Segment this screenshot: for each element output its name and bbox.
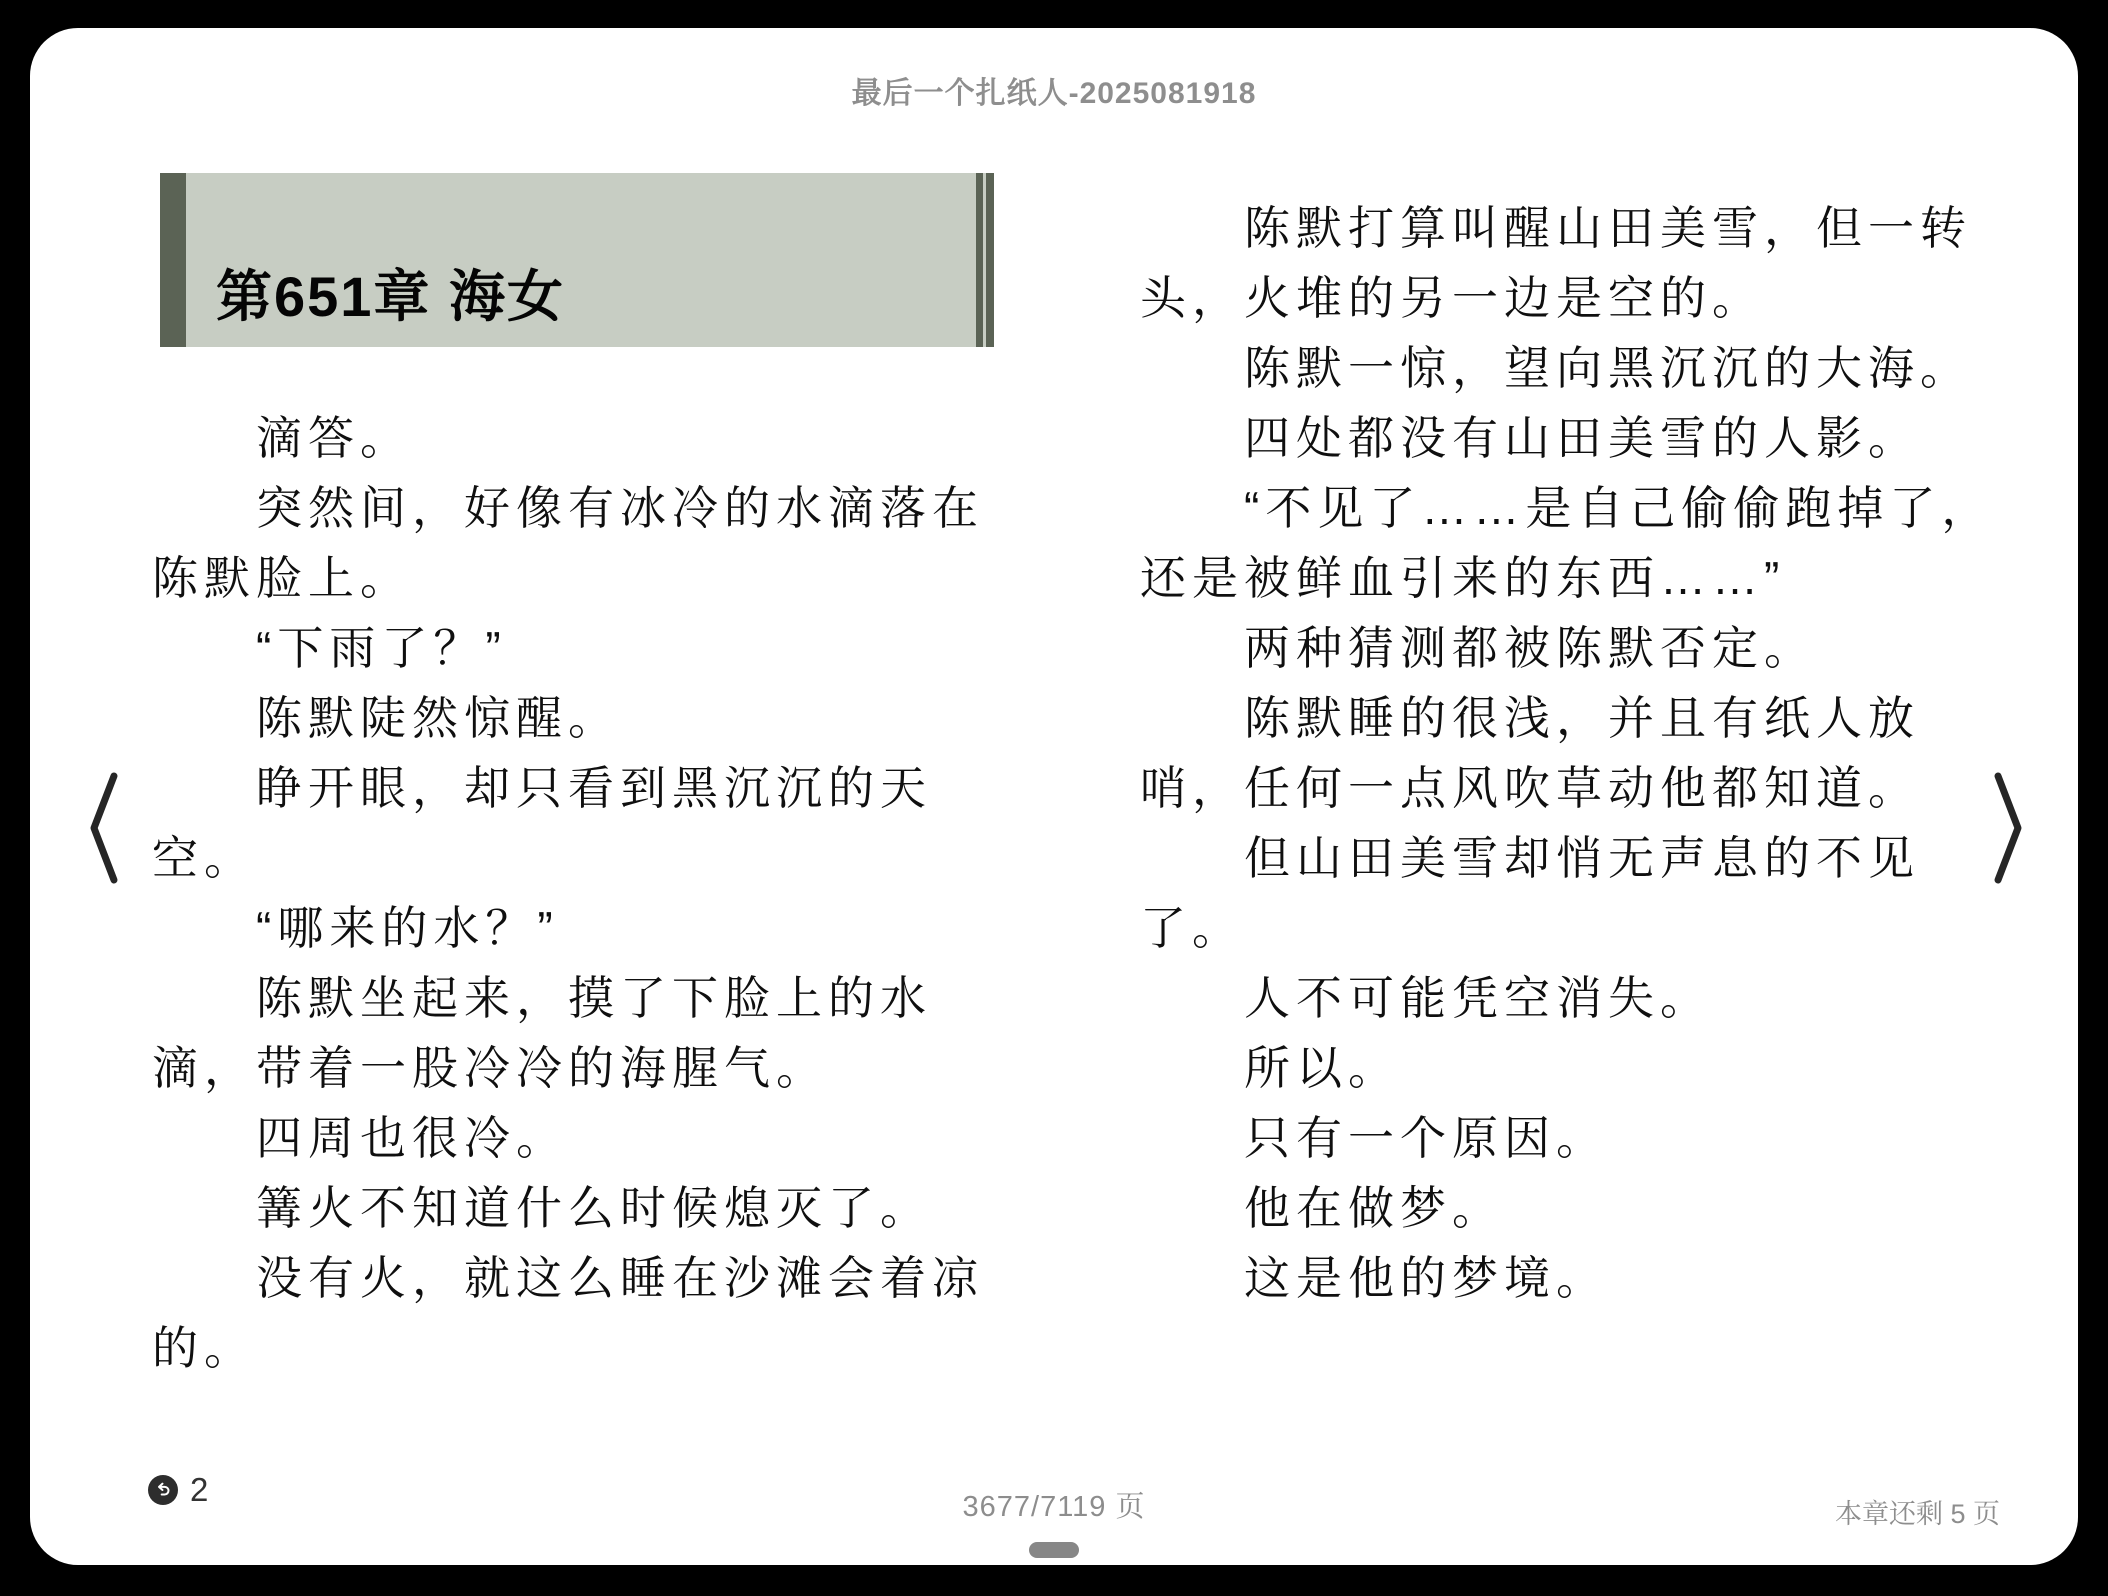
page-indicator: 3677/7119 页	[962, 1491, 1146, 1523]
text-line: “不见了……是自己偷偷跑掉了，	[1140, 482, 1994, 534]
text-line: 四处都没有山田美雪的人影。	[1140, 412, 1920, 464]
text-line: “哪来的水？”	[152, 902, 559, 954]
chapter-header-box	[160, 173, 994, 347]
chapter-title: 第651章 海女	[216, 265, 565, 328]
text-line: 还是被鲜血引来的东西……”	[1140, 552, 1786, 604]
prev-page-button[interactable]	[86, 770, 122, 889]
chevron-left-icon	[86, 874, 122, 889]
text-line: 头，火堆的另一边是空的。	[1140, 272, 1764, 324]
text-line: 所以。	[1140, 1042, 1400, 1094]
home-indicator[interactable]	[1029, 1542, 1079, 1558]
text-line: 空。	[152, 832, 256, 884]
text-line: 没有火，就这么睡在沙滩会着凉	[152, 1252, 984, 1304]
text-line: 陈默坐起来，摸了下脸上的水	[152, 972, 932, 1024]
text-line: 四周也很冷。	[152, 1112, 568, 1164]
text-line: 了。	[1140, 902, 1244, 954]
text-line: 但山田美雪却悄无声息的不见	[1140, 832, 1920, 884]
text-line: 睁开眼，却只看到黑沉沉的天	[152, 762, 932, 814]
text-line: 滴，带着一股冷冷的海腥气。	[152, 1042, 828, 1094]
chapter-edge-line-inner	[976, 173, 983, 347]
text-line: 他在做梦。	[1140, 1182, 1504, 1234]
text-line: 陈默一惊，望向黑沉沉的大海。	[1140, 342, 1972, 394]
text-line: 陈默陡然惊醒。	[152, 692, 620, 744]
text-column-right	[1140, 193, 2010, 1313]
next-page-button[interactable]	[1990, 770, 2026, 889]
back-count-badge: 2	[190, 1471, 209, 1508]
text-line: 篝火不知道什么时候熄灭了。	[152, 1182, 932, 1234]
text-line: 滴答。	[152, 412, 412, 464]
reader-screen	[30, 28, 2078, 1565]
text-column-left	[152, 403, 1022, 1383]
text-line: 哨，任何一点风吹草动他都知道。	[1140, 762, 1920, 814]
text-line: 陈默脸上。	[152, 552, 412, 604]
text-line: 陈默打算叫醒山田美雪，但一转	[1140, 202, 1972, 254]
chevron-right-icon	[1990, 874, 2026, 889]
text-line: 这是他的梦境。	[1140, 1252, 1608, 1304]
text-line: “下雨了？”	[152, 622, 507, 674]
text-line: 陈默睡的很浅，并且有纸人放	[1140, 692, 1920, 744]
chapter-accent-bar	[160, 173, 186, 347]
text-line: 只有一个原因。	[1140, 1112, 1608, 1164]
chapter-remaining-label: 本章还剩 5 页	[1834, 1499, 2000, 1529]
text-line: 人不可能凭空消失。	[1140, 972, 1712, 1024]
text-line: 的。	[152, 1322, 256, 1374]
text-line: 两种猜测都被陈默否定。	[1140, 622, 1816, 674]
chapter-edge-line-outer	[986, 173, 994, 347]
book-title: 最后一个扎纸人-2025081918	[851, 77, 1257, 110]
text-line: 突然间，好像有冰冷的水滴落在	[152, 482, 984, 534]
